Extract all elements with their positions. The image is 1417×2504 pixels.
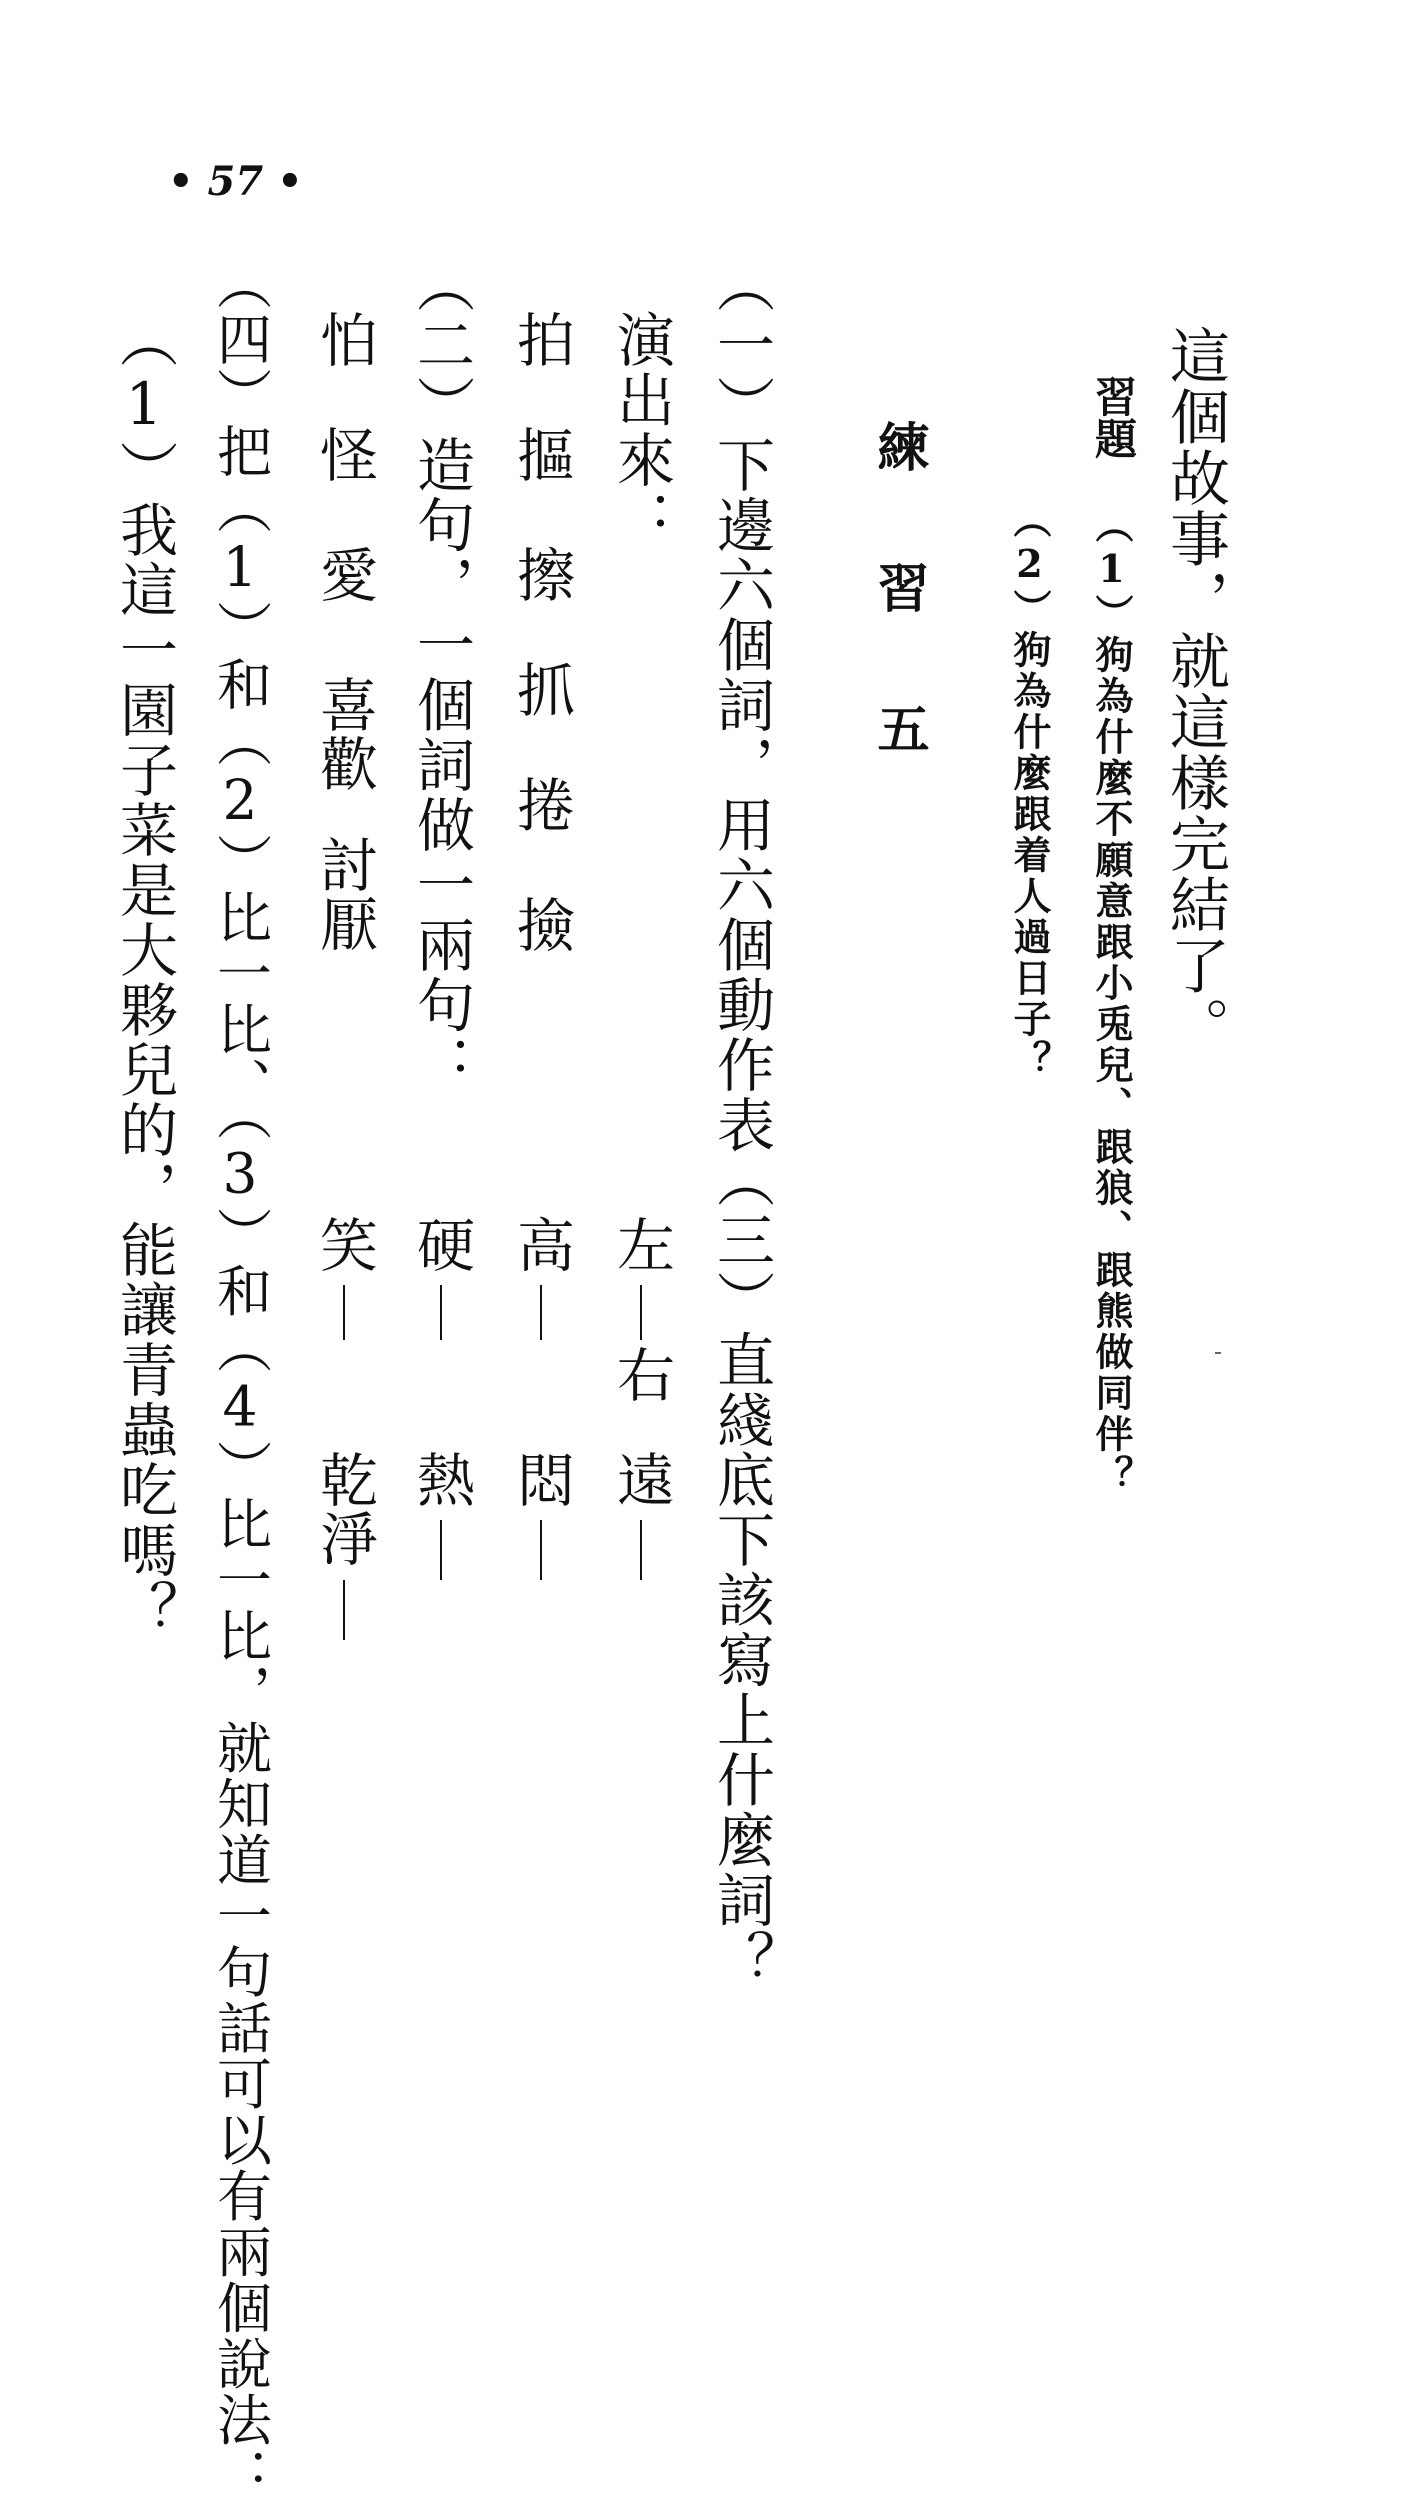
exercises-heading: 習題 <box>1089 375 1138 459</box>
blank-line <box>343 1285 345 1340</box>
part1-word: 撿 <box>507 895 575 954</box>
part3-word: 高 <box>507 1215 575 1274</box>
part2-line: （二）造句，一個詞做一兩句： <box>407 255 475 1095</box>
part1-line2: 演出來： <box>607 310 675 550</box>
blank-line <box>343 1580 345 1640</box>
page-number: • 57 • <box>168 158 303 205</box>
part2-word: 怪 <box>310 425 378 484</box>
part3-word: 悶 <box>507 1450 575 1509</box>
story-end-line: 這個故事，就這樣完結了。 <box>1160 325 1230 1057</box>
part1-line1: （一）下邊六個詞，用六個動作表 <box>707 255 775 1155</box>
part1-word: 捲 <box>507 775 575 834</box>
part4-sentence-1: （1）我這一園子菜是大夥兒的，能讓青蟲吃嗎？ <box>110 310 178 1640</box>
blank-line <box>640 1520 642 1580</box>
part3-word: 遠 <box>607 1450 675 1509</box>
part1-word: 拍 <box>507 310 575 369</box>
part1-word: 摳 <box>507 425 575 484</box>
part3-word: 硬 <box>407 1215 475 1274</box>
part2-word: 喜歡 <box>310 675 378 793</box>
part3-line: （三）直綫底下該寫上什麼詞？ <box>707 1150 775 1990</box>
part1-word: 擦 <box>507 545 575 604</box>
part3-word: 笑 <box>310 1215 378 1274</box>
blank-line <box>540 1520 542 1580</box>
part4-line: （四）把（1）和（2）比一比、（3）和（4）比一比，就知道一句話可以有兩個說法： <box>208 255 272 2504</box>
practice-heading: 練 習 五 <box>868 420 929 768</box>
part2-word: 愛 <box>310 545 378 604</box>
blank-line <box>640 1285 642 1340</box>
blank-line <box>440 1520 442 1580</box>
part3-word: 右 <box>607 1345 675 1404</box>
question-2: （2）狗為什麼跟着人過日子？ <box>1007 500 1052 1081</box>
part2-word: 怕 <box>310 310 378 369</box>
part3-word: 左 <box>607 1215 675 1274</box>
part3-word: 乾淨 <box>310 1450 378 1568</box>
scan-speck <box>1215 1352 1221 1354</box>
question-1: （1）狗為什麼不願意跟小兎兒、跟狼、跟熊做同伴？ <box>1089 505 1134 1496</box>
part1-word: 抓 <box>507 660 575 719</box>
part2-word: 討厭 <box>310 835 378 953</box>
blank-line <box>440 1285 442 1340</box>
part3-word: 熱 <box>407 1450 475 1509</box>
blank-line <box>540 1285 542 1340</box>
